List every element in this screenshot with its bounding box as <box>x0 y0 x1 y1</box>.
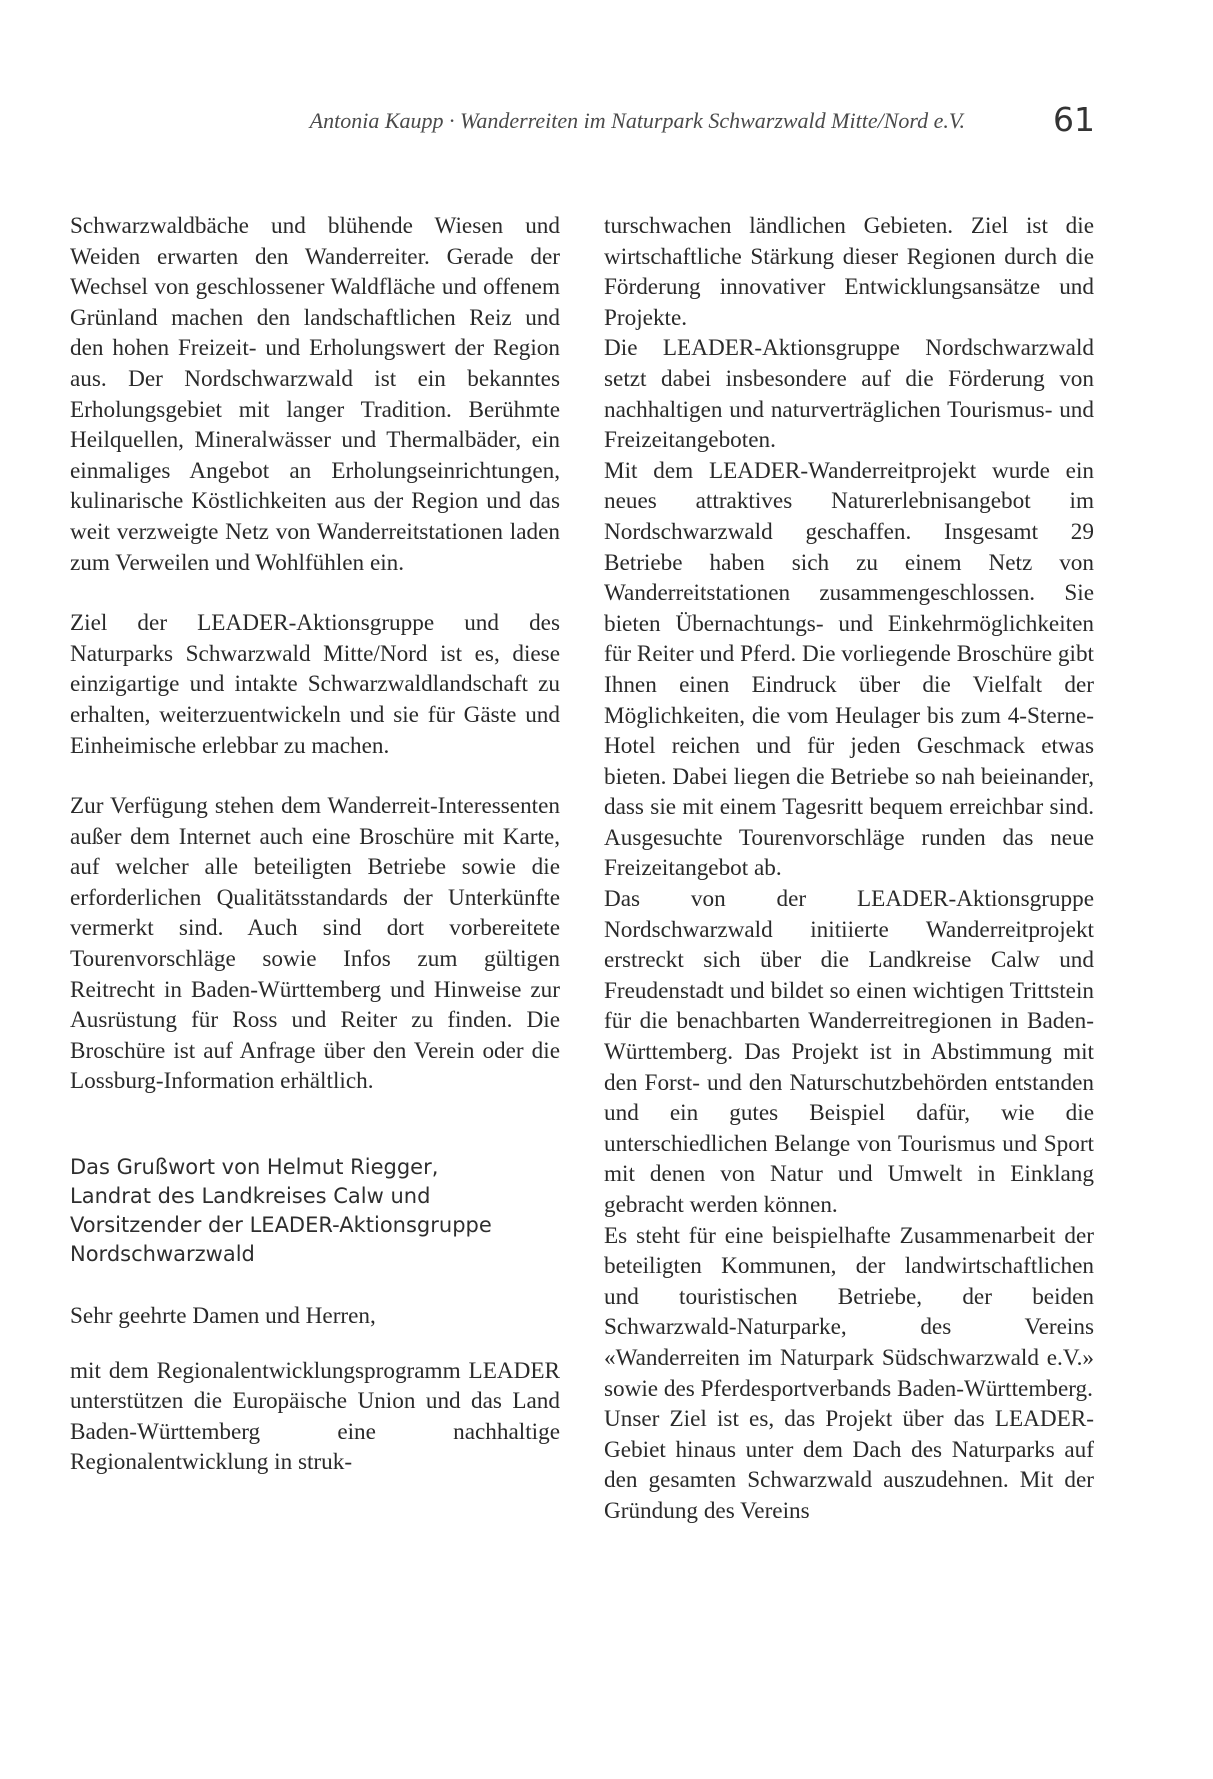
left-paragraph-1: Schwarzwaldbäche und blühende Wiesen und Weiden erwarten den Wanderreiter. Gerade der Wechsel von geschlossener Waldfläche und offenem Grünland machen den landschaftlichen Reiz und den hohen Freizeit- und Erholungswert der Region aus. Der Nordschwarzwald ist ein bekanntes Erholungsgebiet mit langer Tradition. Berühmte Heilquellen, Mineralwässer und Thermalbäder, ein einmaliges Angebot an Erholungseinrichtungen, kulinarische Köstlichkeiten aus der Region und das weit verzweigte Netz von Wanderreitstationen laden zum Verweilen und Wohlfühlen ein. <box>70 213 560 576</box>
greeting-heading-line-1: Das Grußwort von Helmut Riegger, <box>70 1155 439 1180</box>
left-paragraph-4: mit dem Regionalentwicklungsprogramm LEADER unterstützen die Europäische Union und das Land Baden-Württemberg eine nachhaltige Regionalentwicklung in struk- <box>70 1357 560 1476</box>
paragraph-gap <box>70 761 560 791</box>
paragraph-gap <box>70 578 560 608</box>
page-number: 61 <box>1053 100 1095 139</box>
greeting-heading-line-2: Landrat des Landkreises Calw und <box>70 1184 431 1209</box>
left-paragraph-3: Zur Verfügung stehen dem Wanderreit-Interessenten außer dem Internet auch eine Broschüre mit Karte, auf welcher alle beteiligten Betriebe sowie die erforderlichen Qualitätsstandards der Unterkünfte vermerkt sind. Auch sind dort vorbereitete Tourenvorschläge sowie Infos zum gültigen Reitrecht in Baden-Württemberg und Hinweise zur Ausrüstung für Ross und Reiter zu finden. Die Broschüre ist auf Anfrage über den Verein oder die Lossburg-Information erhältlich. <box>70 793 560 1095</box>
salutation: Sehr geehrte Damen und Herren, <box>70 1303 376 1330</box>
paragraph-gap <box>70 1332 560 1356</box>
running-header <box>60 100 1095 140</box>
paragraph-gap <box>70 1269 560 1301</box>
left-paragraph-2: Ziel der LEADER-Aktionsgruppe und des Naturparks Schwarzwald Mitte/Nord ist es, diese einzigartige und intakte Schwarzwaldlandschaft zu erhalten, weiterzuentwickeln und sie für Gäste und Einheimische erlebbar zu machen. <box>70 610 560 759</box>
right-paragraph-6: Unser Ziel ist es, das Projekt über das LEADER-Gebiet hinaus unter dem Dach des Naturparks auf den gesamten Schwarzwald auszudehnen. Mit der Gründung des Vereins <box>604 1406 1094 1524</box>
greeting-heading <box>70 1153 560 1269</box>
paragraph-gap <box>70 1097 560 1153</box>
right-paragraph-4: Das von der LEADER-Aktionsgruppe Nordschwarzwald initiierte Wanderreitprojekt erstreckt sich über die Landkreise Calw und Freudenstadt und bildet so einen wichtigen Trittstein für die benachbarten Wanderreitregionen in Baden-Württemberg. Das Projekt ist in Abstimmung mit den Forst- und den Naturschutzbehörden entstanden und ein gutes Beispiel dafür, wie die unterschiedlichen Belange von Tourismus und Sport mit denen von Natur und Umwelt in Einklang gebracht werden können. <box>604 886 1094 1218</box>
right-paragraph-5: Es steht für eine beispielhafte Zusammenarbeit der beteiligten Kommunen, der landwirtschaftlichen und touristischen Betriebe, der beiden Schwarzwald-Naturparke, des Vereins «Wanderreiten im Naturpark Südschwarzwald e.V.» sowie des Pferdesportverbands Baden-Württemberg. <box>604 1222 1094 1402</box>
right-paragraph-1: turschwachen ländlichen Gebieten. Ziel ist die wirtschaftliche Stärkung dieser Regionen durch die Förderung innovativer Entwicklungsansätze und Projekte. <box>604 213 1094 331</box>
left-column <box>70 211 560 1478</box>
greeting-heading-line-4: Nordschwarzwald <box>70 1242 255 1267</box>
right-paragraph-3: Mit dem LEADER-Wanderreitprojekt wurde ein neues attraktives Naturerlebnisangebot im Nordschwarzwald geschaffen. Insgesamt 29 Betriebe haben sich zu einem Netz von Wanderreitstationen zusammengeschlossen. Sie bieten Übernachtungs- und Einkehrmöglichkeiten für Reiter und Pferd. Die vorliegende Broschüre gibt Ihnen einen Eindruck über die Vielfalt der Möglichkeiten, die vom Heulager bis zum 4-Sterne-Hotel reichen und für jeden Geschmack etwas bieten. Dabei liegen die Betriebe so nah beieinander, dass sie mit einem Tagesritt bequem erreichbar sind. Ausgesuchte Tourenvorschläge runden das neue Freizeitangebot ab. <box>604 457 1094 882</box>
right-paragraph-2: Die LEADER-Aktionsgruppe Nordschwarzwald setzt dabei insbesondere auf die Förderung von nachhaltigen und naturverträglichen Tourismus- und Freizeitangeboten. <box>604 335 1094 454</box>
running-title: Antonia Kaupp · Wanderreiten im Naturpark Schwarzwald Mitte/Nord e.V. <box>309 108 965 133</box>
right-column <box>604 211 1094 1527</box>
greeting-heading-line-3: Vorsitzender der LEADER-Aktionsgruppe <box>70 1213 492 1238</box>
